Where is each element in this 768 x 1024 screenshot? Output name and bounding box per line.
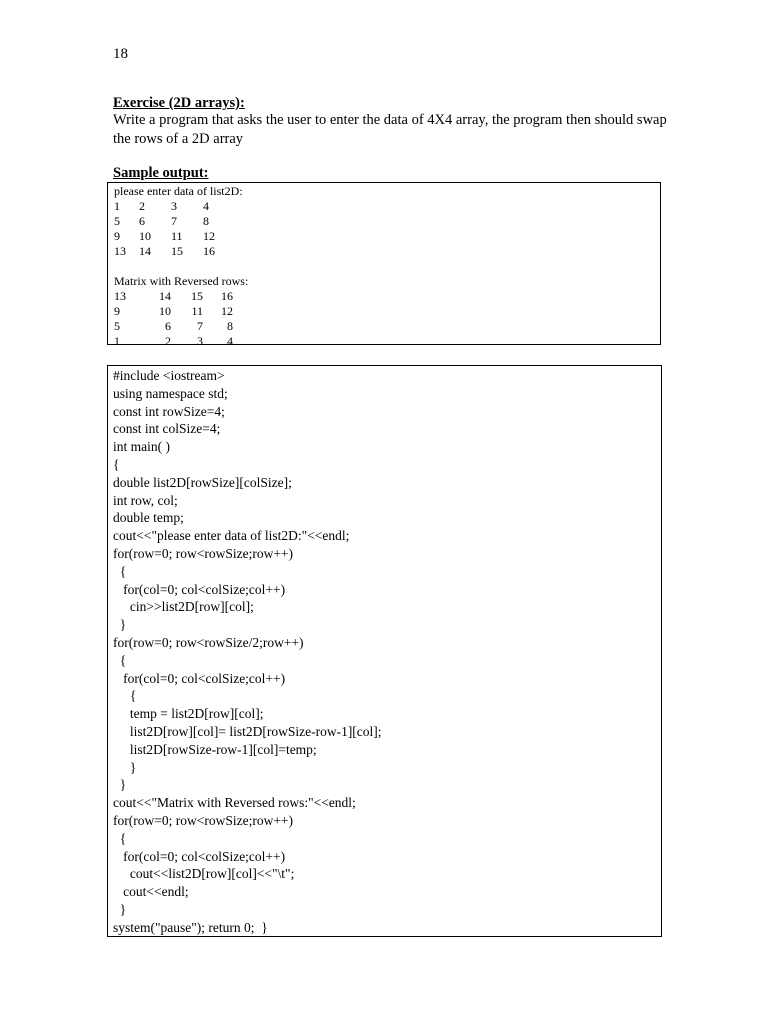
sample-output-cell: 10 — [159, 304, 171, 318]
code-line: list2D[row][col]= list2D[rowSize-row-1][col]; — [113, 723, 382, 739]
sample-output-cell: 7 — [197, 319, 203, 333]
sample-output-row — [114, 334, 660, 349]
sample-output-row — [114, 289, 660, 304]
code-line: cout<<"Matrix with Reversed rows:"<<endl; — [113, 795, 356, 811]
sample-input-row — [114, 214, 660, 229]
sample-blank-line — [114, 259, 660, 274]
sample-input-cell: 14 — [139, 244, 151, 258]
sample-input-cell: 2 — [139, 199, 145, 213]
sample-output-cell: 13 — [114, 289, 126, 303]
sample-output-rows — [114, 289, 660, 349]
sample-input-cell: 12 — [203, 229, 215, 243]
sample-output-cell: 11 — [191, 304, 203, 318]
sample-output-cell: 1 — [114, 334, 120, 348]
code-line: const int rowSize=4; — [113, 403, 225, 419]
code-line: } — [113, 777, 127, 793]
exercise-description: Write a program that asks the user to enter the data of 4X4 array, the program then should swap the rows of a 2D array — [113, 112, 667, 147]
code-line: double temp; — [113, 510, 184, 526]
code-line: system("pause"); return 0; } — [113, 919, 268, 935]
code-line: cout<<list2D[row][col]<<"\t"; — [113, 866, 295, 882]
exercise-title: Exercise (2D arrays): — [113, 95, 245, 111]
code-line: cout<<"please enter data of list2D:"<<endl; — [113, 528, 350, 544]
code-listing — [107, 365, 662, 937]
sample-output-cell: 12 — [221, 304, 233, 318]
sample-output-cell: 4 — [227, 334, 233, 348]
code-line: #include <iostream> — [113, 368, 225, 383]
sample-output-cell: 5 — [114, 319, 120, 333]
code-line: cin>>list2D[row][col]; — [113, 599, 254, 615]
sample-input-cell: 13 — [114, 244, 126, 258]
code-line: temp = list2D[row][col]; — [113, 706, 264, 722]
sample-input-cell: 9 — [114, 229, 120, 243]
code-line: int row, col; — [113, 492, 178, 508]
sample-output-cell: 14 — [159, 289, 171, 303]
code-line: using namespace std; — [113, 385, 228, 401]
code-line: { — [113, 456, 120, 472]
sample-input-cell: 3 — [171, 199, 177, 213]
code-line: for(row=0; row<rowSize;row++) — [113, 812, 294, 828]
sample-output-row — [114, 304, 660, 319]
code-line: { — [113, 830, 127, 846]
code-line: } — [113, 617, 127, 633]
sample-prompt: please enter data of list2D: — [114, 184, 243, 198]
sample-output-cell: 16 — [221, 289, 233, 303]
sample-input-row — [114, 229, 660, 244]
sample-output-cell: 3 — [197, 334, 203, 348]
sample-input-cell: 10 — [139, 229, 151, 243]
sample-result-title: Matrix with Reversed rows: — [114, 274, 249, 288]
sample-input-cell: 16 — [203, 244, 215, 258]
sample-output-box — [107, 182, 661, 348]
code-line: for(row=0; row<rowSize;row++) — [113, 545, 294, 561]
sample-input-cell: 15 — [171, 244, 183, 258]
code-line: int main( ) — [113, 439, 170, 455]
code-line: for(col=0; col<colSize;col++) — [113, 581, 286, 597]
sample-output-row — [114, 319, 660, 334]
sample-output-title: Sample output: — [113, 165, 209, 181]
sample-output-cell: 9 — [114, 304, 120, 318]
page-number: 18 — [113, 46, 128, 62]
code-line: list2D[rowSize-row-1][col]=temp; — [113, 741, 317, 757]
code-line: } — [113, 901, 127, 917]
sample-output-cell: 6 — [165, 319, 171, 333]
sample-output-cell: 8 — [227, 319, 233, 333]
sample-input-cell: 7 — [171, 214, 177, 228]
code-line: for(row=0; row<rowSize/2;row++) — [113, 634, 304, 650]
code-line: } — [113, 759, 137, 775]
code-line: cout<<endl; — [113, 884, 189, 900]
code-line: for(col=0; col<colSize;col++) — [113, 848, 286, 864]
sample-input-row — [114, 199, 660, 214]
sample-input-rows — [114, 199, 660, 259]
sample-input-cell: 4 — [203, 199, 209, 213]
sample-input-cell: 1 — [114, 199, 120, 213]
sample-input-cell: 8 — [203, 214, 209, 228]
code-line: { — [113, 652, 127, 668]
sample-output-cell: 15 — [191, 289, 203, 303]
sample-input-row — [114, 244, 660, 259]
sample-input-cell: 6 — [139, 214, 145, 228]
sample-input-cell: 5 — [114, 214, 120, 228]
sample-output-cell: 2 — [165, 334, 171, 348]
code-line: const int colSize=4; — [113, 421, 221, 437]
sample-input-cell: 11 — [171, 229, 183, 243]
code-line: { — [113, 688, 137, 704]
code-line: for(col=0; col<colSize;col++) — [113, 670, 286, 686]
code-line: { — [113, 563, 127, 579]
code-line: double list2D[rowSize][colSize]; — [113, 474, 292, 490]
